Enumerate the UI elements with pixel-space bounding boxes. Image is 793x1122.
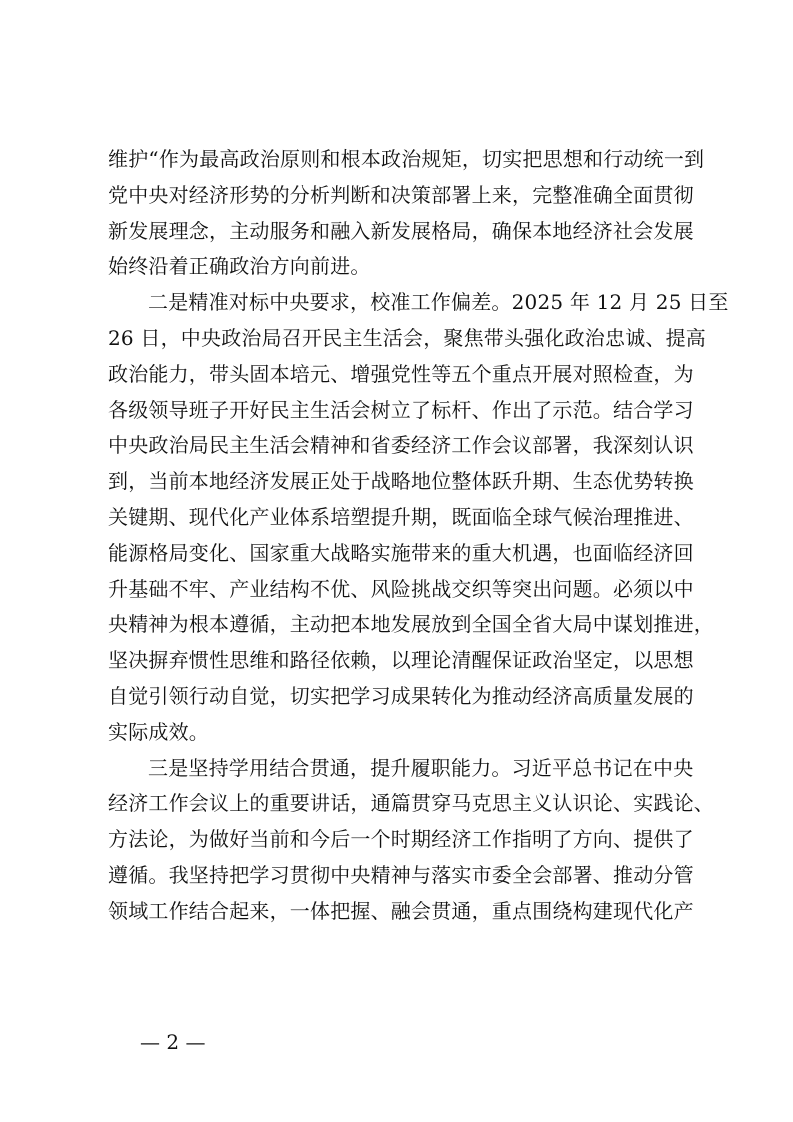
- text-line: 自觉引领行动自觉，切实把学习成果转化为推动经济高质量发展的: [108, 683, 694, 708]
- text-line: 坚决摒弃惯性思维和路径依赖，以理论清醒保证政治坚定，以思想: [108, 648, 694, 673]
- text-line: 到，当前本地经济发展正处于战略地位整体跃升期、生态优势转换: [108, 469, 694, 494]
- text-line: 关键期、现代化产业体系培塑提升期，既面临全球气候治理推进、: [108, 504, 694, 529]
- text-line: 升基础不牢、产业结构不优、风险挑战交织等突出问题。必须以中: [108, 576, 694, 601]
- body-text: [108, 142, 729, 930]
- text-line: 党中央对经济形势的分析判断和决策部署上来，完整准确全面贯彻: [108, 182, 694, 207]
- text-line: 新发展理念，主动服务和融入新发展格局，确保本地经济社会发展: [108, 218, 694, 243]
- text-line: 中央政治局民主生活会精神和省委经济工作会议部署，我深刻认识: [108, 433, 694, 458]
- paragraph-heading-line: 二是精准对标中央要求，校准工作偏差。2025 年 12 月 25 日至: [148, 290, 729, 315]
- text-line: 维护“作为最高政治原则和根本政治规矩，切实把思想和行动统一到: [108, 147, 705, 171]
- page-number: — 2 —: [140, 1030, 206, 1054]
- text-line: 经济工作会议上的重要讲话，通篇贯穿马克思主义认识论、实践论、: [108, 791, 714, 816]
- text-line: 能源格局变化、国家重大战略实施带来的重大机遇，也面临经济回: [108, 540, 694, 565]
- text-line: 26 日，中央政治局召开民主生活会，聚焦带头强化政治忠诚、提高: [108, 325, 707, 350]
- text-line: 央精神为根本遵循，主动把本地发展放到全国全省大局中谋划推进，: [108, 612, 714, 637]
- paragraph-heading-line: 三是坚持学用结合贯通，提升履职能力。习近平总书记在中央: [148, 755, 694, 780]
- text-line: 各级领导班子开好民主生活会树立了标杆、作出了示范。结合学习: [108, 397, 694, 422]
- text-line: 方法论，为做好当前和今后一个时期经济工作指明了方向、提供了: [108, 827, 694, 852]
- text-line: 实际成效。: [108, 719, 209, 744]
- text-line: 领域工作结合起来，一体把握、融会贯通，重点围绕构建现代化产: [108, 898, 694, 923]
- text-line: 遵循。我坚持把学习贯彻中央精神与落实市委全会部署、推动分管: [108, 862, 694, 887]
- text-line: 政治能力，带头固本培元、增强党性等五个重点开展对照检查，为: [108, 361, 694, 386]
- text-line: 始终沿着正确政治方向前进。: [108, 254, 371, 279]
